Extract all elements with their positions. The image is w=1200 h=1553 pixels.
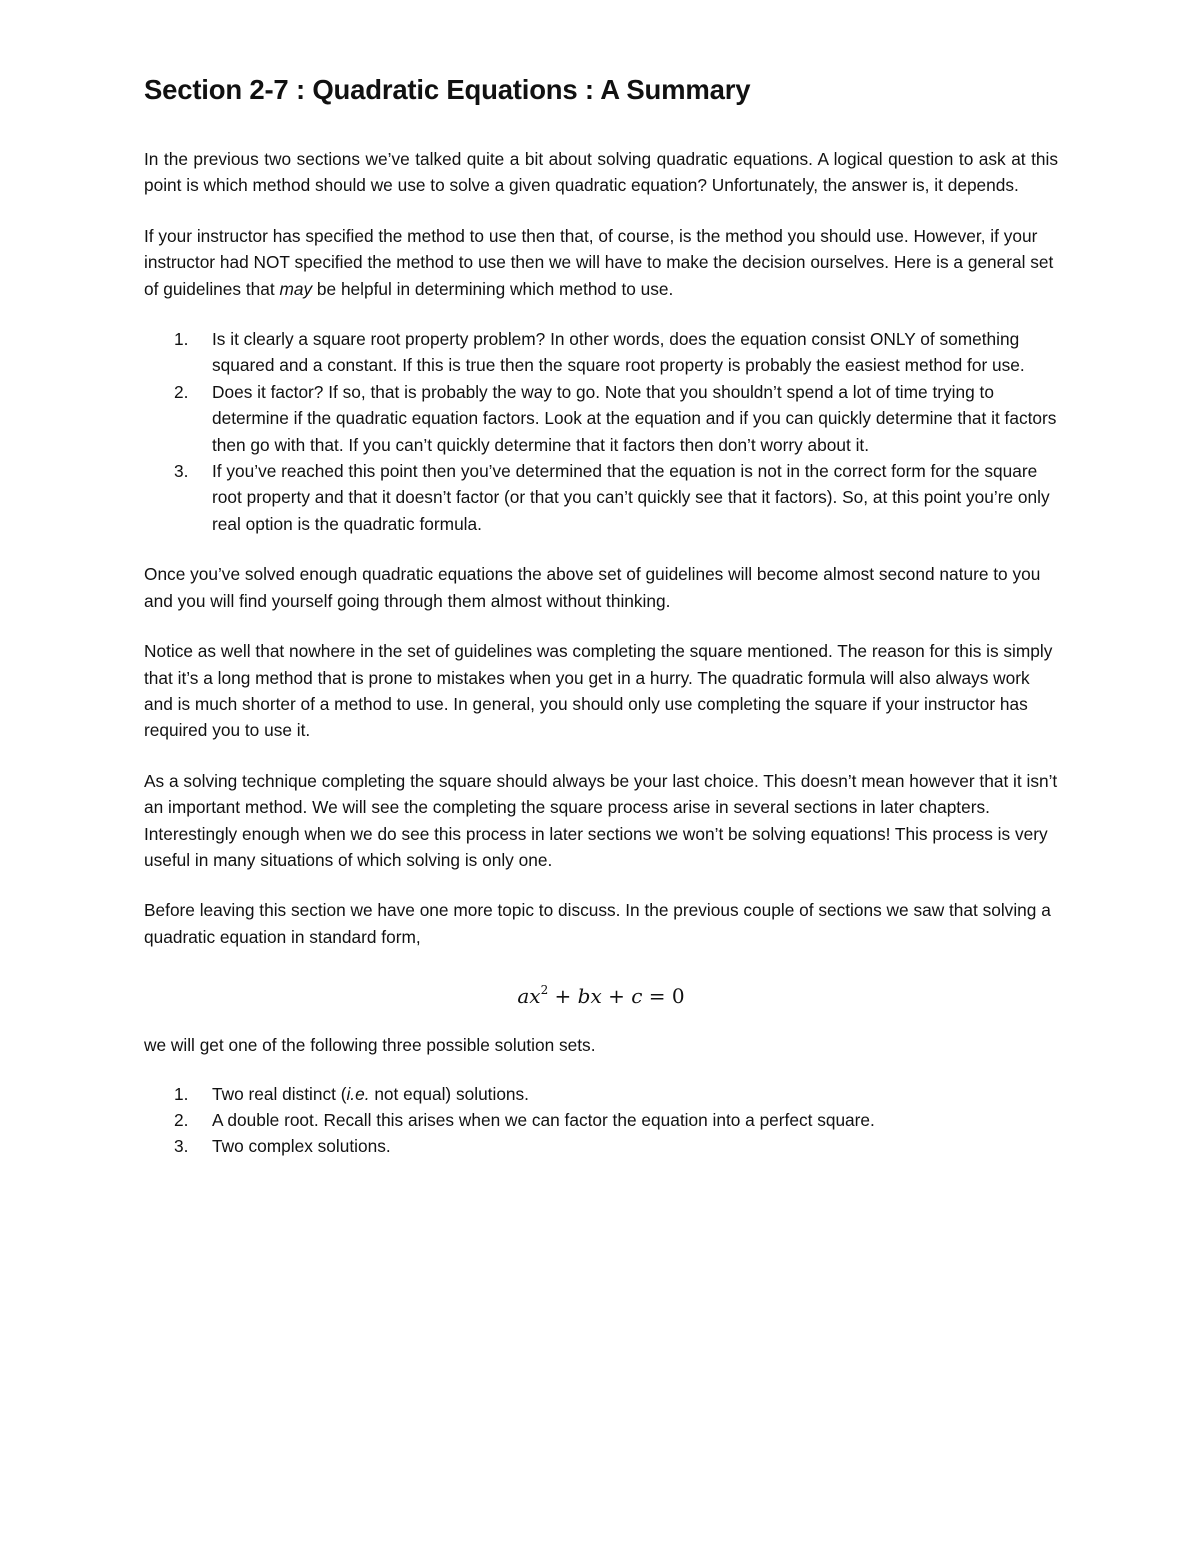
before-leaving-paragraph: Before leaving this section we have one more topic to discuss. In the previous couple of sections we saw that solving a quadratic equation in standard form, [144, 900, 1051, 947]
equation-exponent: 2 [540, 983, 549, 998]
instructor-paragraph [144, 223, 1058, 302]
solution-sets-intro: we will get one of the following three possible solution sets. [144, 1035, 596, 1056]
guideline-item [144, 379, 1058, 458]
guideline-item [144, 326, 1058, 379]
instructor-text-after: be helpful in determining which method to use. [312, 278, 674, 299]
instructor-text-before: If your instructor has specified the method to use then that, of course, is the method you should use. However, if your instructor had NOT specified the method to use then we will have to make the decision ourselves. Here is a general set of guidelines that [144, 225, 1054, 299]
list-number: 1. [174, 329, 189, 350]
second-nature-paragraph: Once you’ve solved enough quadratic equations the above set of guidelines will become almost second nature to you and you will find yourself going through them almost without thinking. [144, 564, 1041, 611]
equation-equals-zero: = 0 [648, 984, 685, 1009]
guideline-text: Does it factor? If so, that is probably the way to go. Note that you shouldn’t spend a lot of time trying to determine if the quadratic equation factors. Look at the equation and if you can quickly determine that it factors then go with that. If you can’t quickly determine that it factors then don’t worry about it. [212, 381, 1057, 455]
solution-text-after: not equal) solutions. [369, 1083, 529, 1104]
solution-set-item [144, 1107, 1058, 1133]
guideline-item [144, 458, 1058, 537]
document-page [144, 70, 1058, 1160]
page-title: Section 2-7 : Quadratic Equations : A Summary [144, 74, 751, 105]
solution-set-item [144, 1133, 1058, 1159]
guideline-text: If you’ve reached this point then you’ve determined that the equation is not in the correct form for the square root property and that it doesn’t factor (or that you can’t quickly see that it factors). So, at this point you’re only real option is the quadratic formula. [212, 461, 1050, 534]
equation-ax: ax [517, 984, 541, 1009]
list-number: 3. [174, 461, 189, 482]
guidelines-list [144, 326, 1058, 537]
solution-sets-list [144, 1081, 1058, 1160]
list-number: 2. [174, 381, 189, 402]
emphasis-ie: i.e. [346, 1083, 370, 1104]
intro-paragraph: In the previous two sections we’ve talked quite a bit about solving quadratic equations. A logical question to ask at this point is which method should we use to solve a given quadratic equation? Unfortunately, the answer is, it depends. [144, 149, 1058, 196]
guideline-text: Is it clearly a square root property problem? In other words, does the equation consist ONLY of something squared and a constant. If this is true then the square root property is probably the easiest method for use. [212, 329, 1025, 376]
notice-paragraph: Notice as well that nowhere in the set of guidelines was completing the square mentioned. The reason for this is simply that it’s a long method that is prone to mistakes when you get in a hurry. The quadratic formula will also always work and is much shorter of a method to use. In general, you should only use completing the square if your instructor has required you to use it. [144, 641, 1053, 741]
equation-terms: + bx + c [548, 984, 649, 1009]
list-number: 1. [174, 1083, 189, 1104]
emphasis-may: may [279, 278, 313, 299]
list-number: 3. [174, 1136, 189, 1157]
solution-text: A double root. Recall this arises when we can factor the equation into a perfect square. [212, 1109, 875, 1130]
solution-text: Two complex solutions. [212, 1136, 391, 1157]
solution-text-before: Two real distinct ( [212, 1083, 347, 1104]
technique-paragraph: As a solving technique completing the square should always be your last choice. This doesn’t mean however that it isn’t an important method. We will see the completing the square process arise in several sections in later chapters. Interestingly enough when we do see this process in later sections we won’t be solving equations! This process is very useful in many situations of which solving is only one. [144, 770, 1058, 870]
list-number: 2. [174, 1109, 189, 1130]
solution-set-item [144, 1081, 1058, 1107]
standard-form-equation [144, 970, 1058, 1010]
